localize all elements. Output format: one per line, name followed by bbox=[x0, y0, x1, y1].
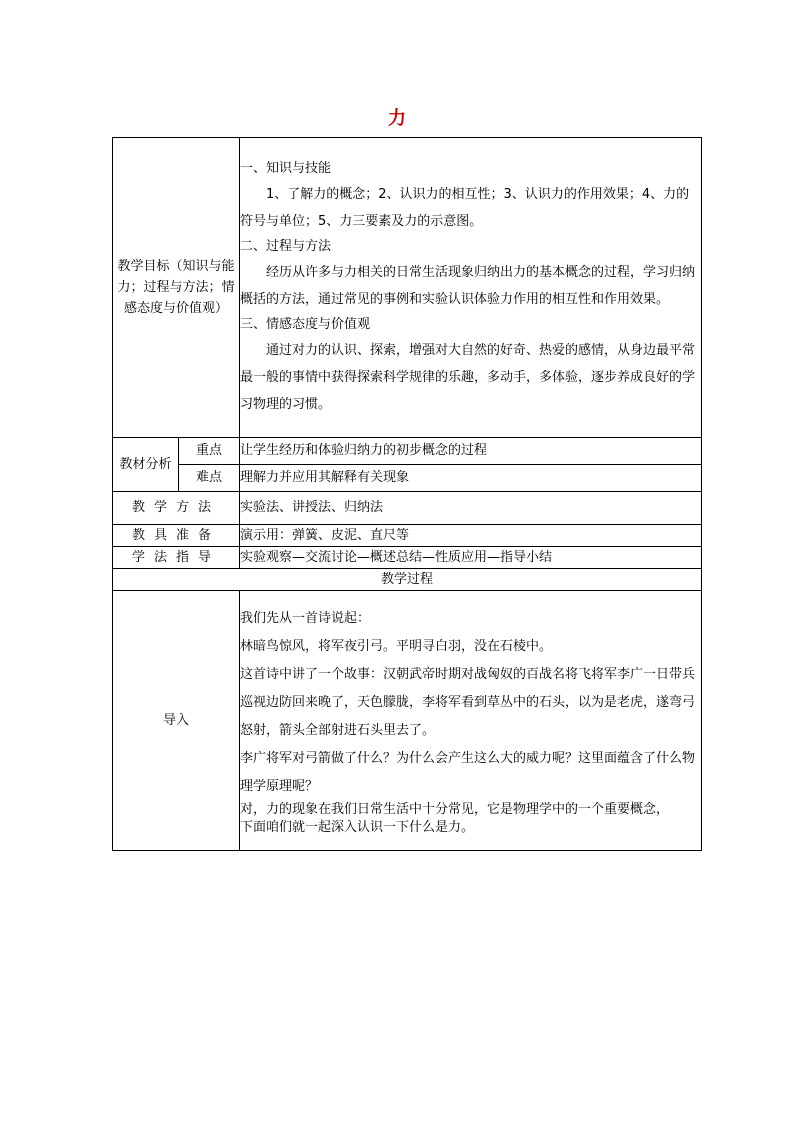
method-label: 教学方法 bbox=[113, 492, 240, 525]
equipment-text: 演示用：弹簧、皮泥、直尺等 bbox=[240, 525, 702, 547]
key-point-text: 让学生经历和体验归纳力的初步概念的过程 bbox=[240, 438, 702, 465]
objectives-content bbox=[240, 138, 702, 438]
objective-text-process: 经历从许多与力相关的日常生活现象归纳出力的基本概念的过程，学习归纳概括的方法，通过常见的事例和实验认识体验力作用的相互性和作用效果。 bbox=[240, 265, 696, 307]
intro-label: 导入 bbox=[113, 591, 240, 851]
study-method-row bbox=[113, 547, 702, 569]
intro-content bbox=[240, 591, 702, 851]
intro-line-story: 这首诗中讲了一个故事：汉朝武帝时期对战匈奴的百战名将飞将军李广一日带兵巡视边防回来晚了，天色朦胧，李将军看到草丛中的石头，以为是老虎，遂弯弓怒射，箭头全部射进石头里去了。 bbox=[240, 666, 696, 738]
difficulty-label: 难点 bbox=[179, 465, 240, 492]
intro-line-answer: 对，力的现象在我们日常生活中十分常见，它是物理学中的一个重要概念， bbox=[240, 801, 670, 817]
lesson-plan-table bbox=[112, 137, 702, 851]
key-point-label: 重点 bbox=[179, 438, 240, 465]
analysis-difficulty-row bbox=[113, 465, 702, 492]
objective-text-knowledge: 1、了解力的概念；2、认识力的相互性；3、认识力的作用效果；4、力的符号与单位；5、力三要素及力的示意图。 bbox=[240, 187, 690, 229]
study-method-label: 学法指导 bbox=[113, 547, 240, 569]
equipment-label: 教具准备 bbox=[113, 525, 240, 547]
objective-heading-emotion: 三、情感态度与价值观 bbox=[240, 317, 371, 332]
analysis-key-row bbox=[113, 438, 702, 465]
objective-heading-process: 二、过程与方法 bbox=[240, 239, 332, 254]
intro-line-1: 我们先从一首诗说起： bbox=[240, 610, 371, 626]
study-method-text: 实验观察—交流讨论—概述总结—性质应用—指导小结 bbox=[240, 547, 702, 569]
method-text: 实验法、讲授法、归纳法 bbox=[240, 492, 702, 525]
intro-row bbox=[113, 591, 702, 851]
process-label: 教学过程 bbox=[113, 569, 702, 591]
analysis-label: 教材分析 bbox=[113, 438, 179, 492]
objective-heading-knowledge: 一、知识与技能 bbox=[240, 161, 332, 176]
intro-line-question: 李广将军对弓箭做了什么？为什么会产生这么大的威力呢？这里面蕴含了什么物理学原理呢？ bbox=[240, 750, 696, 794]
difficulty-text: 理解力并应用其解释有关现象 bbox=[240, 465, 702, 492]
equipment-row bbox=[113, 525, 702, 547]
process-header-row bbox=[113, 569, 702, 591]
objectives-row bbox=[113, 138, 702, 438]
objective-text-emotion: 通过对力的认识、探索，增强对大自然的好奇、热爱的感情，从身边最平常最一般的事情中获得探索科学规律的乐趣，多动手，多体验，逐步养成良好的学习物理的习惯。 bbox=[240, 343, 696, 412]
objectives-label: 教学目标（知识与能力；过程与方法；情感态度与价值观） bbox=[113, 138, 240, 438]
intro-line-poem: 林暗鸟惊风，将军夜引弓。平明寻白羽，没在石棱中。 bbox=[240, 638, 553, 654]
intro-line-transition: 下面咱们就一起深入认识一下什么是力。 bbox=[240, 819, 475, 835]
page-title: 力 bbox=[388, 108, 406, 129]
method-row bbox=[113, 492, 702, 525]
